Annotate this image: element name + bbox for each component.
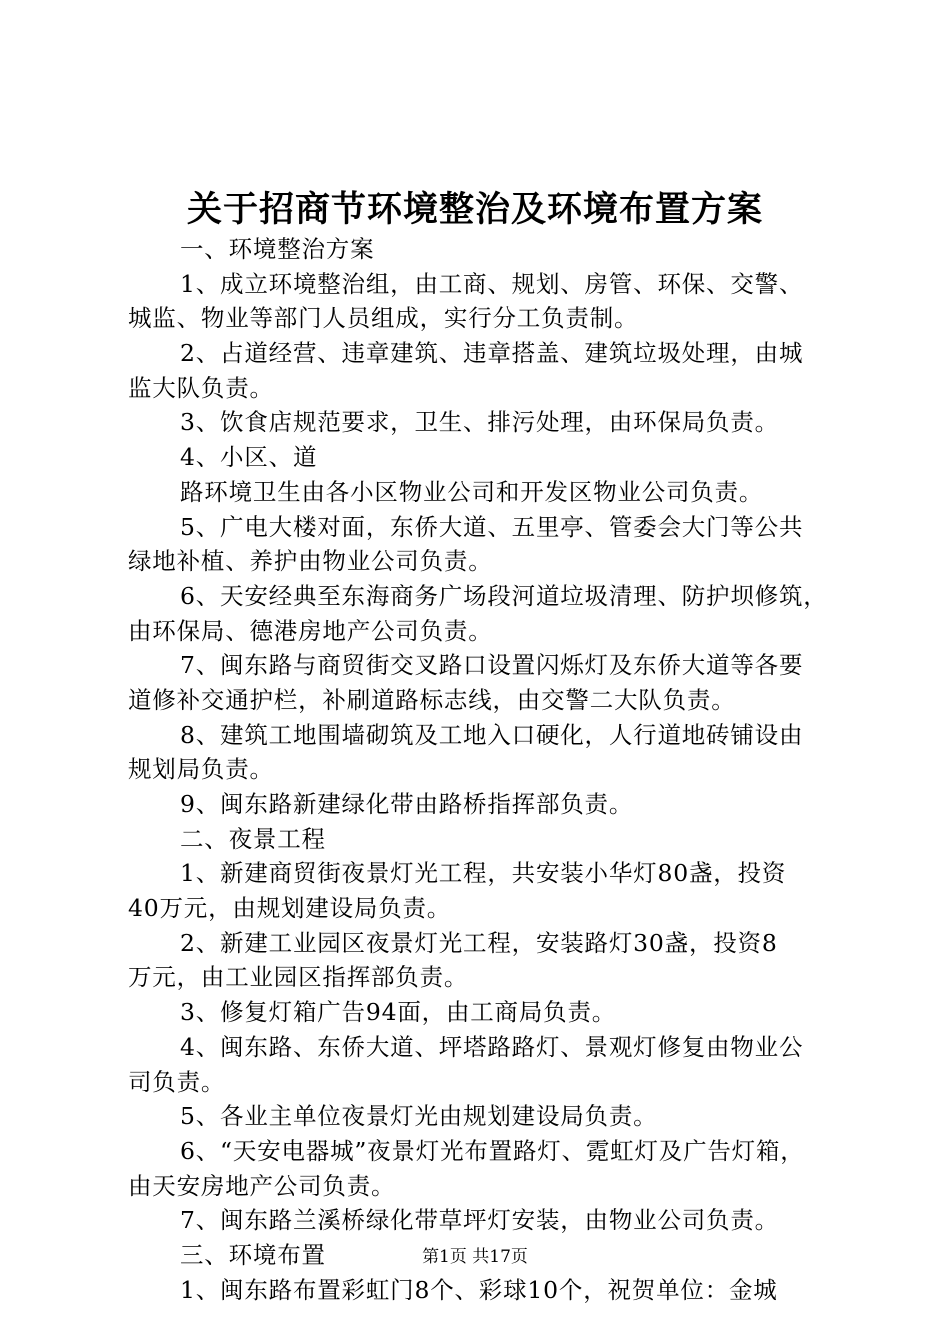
- text-line: 6、天安经典至东海商务广场段河道垃圾清理、防护坝修筑，: [180, 581, 828, 610]
- text-line: 5、广电大楼对面，东侨大道、五里亭、管委会大门等公共: [180, 512, 804, 541]
- text-line: 三、环境布置: [180, 1240, 326, 1269]
- text-line: 7、闽东路与商贸街交叉路口设置闪烁灯及东侨大道等各要: [180, 651, 804, 680]
- text-line: 4、小区、道: [180, 443, 318, 472]
- text-line: 7、闽东路兰溪桥绿化带草坪灯安装，由物业公司负责。: [180, 1206, 779, 1235]
- text-line: 8、建筑工地围墙砌筑及工地入口硬化，人行道地砖铺设由: [180, 720, 804, 749]
- text-line: 万元，由工业园区指挥部负责。: [128, 963, 469, 992]
- text-line: 道修补交通护栏，补刷道路标志线，由交警二大队负责。: [128, 685, 736, 714]
- text-line: 2、占道经营、违章建筑、违章搭盖、建筑垃圾处理，由城: [180, 339, 804, 368]
- text-line: 2、新建工业园区夜景灯光工程，安装路灯30盏，投资8: [180, 928, 778, 957]
- text-line: 3、修复灯箱广告94面，由工商局负责。: [180, 998, 617, 1027]
- text-line: 9、闽东路新建绿化带由路桥指挥部负责。: [180, 790, 634, 818]
- text-line: 由环保局、德港房地产公司负责。: [128, 616, 493, 645]
- text-line: 由天安房地产公司负责。: [128, 1171, 396, 1200]
- text-line: 1、成立环境整治组，由工商、规划、房管、环保、交警、: [180, 269, 804, 298]
- text-line: 司负责。: [128, 1067, 226, 1096]
- text-line: 1、新建商贸街夜景灯光工程，共安装小华灯80盏，投资: [180, 859, 787, 888]
- text-line: 绿地补植、养护由物业公司负责。: [128, 547, 493, 576]
- document-title: 关于招商节环境整治及环境布置方案: [186, 189, 763, 230]
- text-line: 二、夜景工程: [180, 824, 326, 853]
- document-body: [128, 232, 834, 1307]
- page-footer: 第1页 共17页: [422, 1247, 528, 1267]
- text-line: 5、各业主单位夜景灯光由规划建设局负责。: [180, 1102, 658, 1131]
- text-line: 一、环境整治方案: [180, 235, 375, 263]
- text-line: 监大队负责。: [128, 373, 274, 402]
- text-line: 40万元，由规划建设局负责。: [128, 894, 452, 923]
- text-line: 1、闽东路布置彩虹门8个、彩球10个，祝贺单位：金城: [180, 1275, 778, 1304]
- text-line: 3、饮食店规范要求，卫生、排污处理，由环保局负责。: [180, 408, 779, 437]
- text-line: 6、“天安电器城”夜景灯光布置路灯、霓虹灯及广告灯箱，: [180, 1136, 805, 1165]
- text-line: 4、闽东路、东侨大道、坪塔路路灯、景观灯修复由物业公: [180, 1032, 804, 1061]
- text-line: 路环境卫生由各小区物业公司和开发区物业公司负责。: [180, 477, 764, 506]
- text-line: 规划局负责。: [128, 755, 274, 784]
- text-line: 城监、物业等部门人员组成，实行分工负责制。: [128, 304, 639, 333]
